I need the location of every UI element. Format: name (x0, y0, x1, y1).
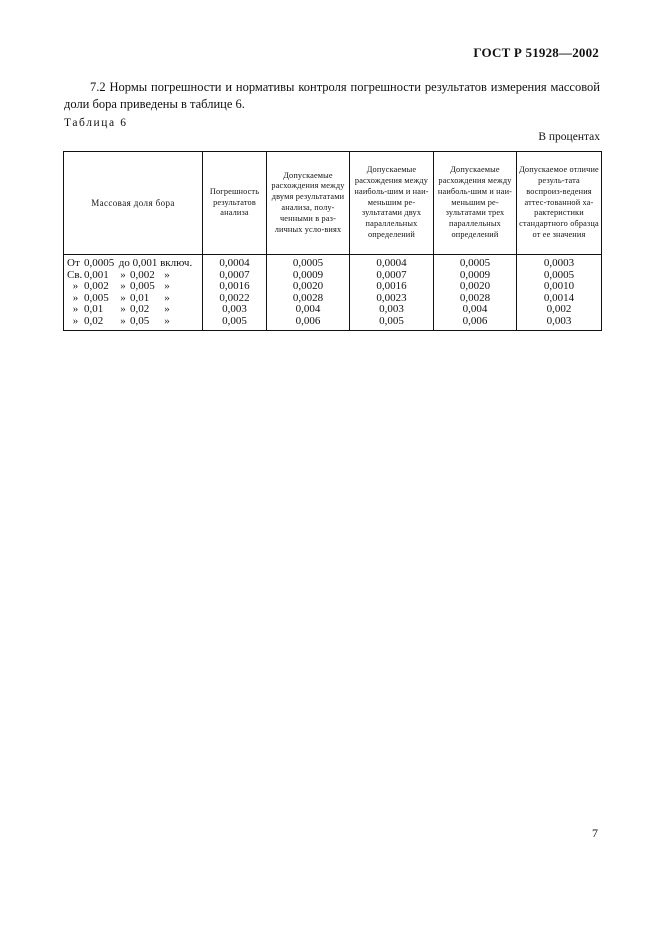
value-cell: 0,004 (434, 304, 517, 316)
value-cell: 0,0014 (517, 293, 602, 305)
table-row (64, 316, 602, 330)
value-cell: 0,004 (267, 304, 350, 316)
value-cell: 0,0007 (203, 270, 267, 282)
page-number: 7 (592, 826, 598, 840)
range-cell: Св. 0,001 » 0,002 » (64, 270, 203, 282)
header-reference-sample-deviation: Допускаемое отличие резуль-тата воспроиз-ведения аттес-тованной ха-рактеристики стандартного образца от ее значения (517, 152, 602, 255)
range-cell: От 0,0005 до 0,001 включ. (64, 255, 203, 270)
value-cell: 0,0005 (517, 270, 602, 282)
value-cell: 0,002 (517, 304, 602, 316)
range-cell: » 0,01 » 0,02 » (64, 304, 203, 316)
value-cell: 0,0016 (350, 281, 434, 293)
value-cell: 0,0007 (350, 270, 434, 282)
value-cell: 0,0016 (203, 281, 267, 293)
header-two-results-different-conditions: Допускаемые расхождения между двумя результатами анализа, полу-ченными в раз-личных усло-виях (267, 152, 350, 255)
range-cell: » 0,005 » 0,01 » (64, 293, 203, 305)
range-cell: » 0,02 » 0,05 » (64, 316, 203, 330)
value-cell: 0,0004 (203, 255, 267, 270)
value-cell: 0,003 (350, 304, 434, 316)
value-cell: 0,0004 (350, 255, 434, 270)
value-cell: 0,006 (434, 316, 517, 330)
value-cell: 0,0003 (517, 255, 602, 270)
value-cell: 0,0028 (434, 293, 517, 305)
value-cell: 0,0023 (350, 293, 434, 305)
value-cell: 0,0020 (434, 281, 517, 293)
value-cell: 0,005 (203, 316, 267, 330)
header-two-parallel-determinations: Допускаемые расхождения между наиболь-шим и наи-меньшим ре-зультатами двух параллельных определений (350, 152, 434, 255)
header-three-parallel-determinations: Допускаемые расхождения между наиболь-шим и наи-меньшим ре-зультатами трех параллельных определений (434, 152, 517, 255)
value-cell: 0,0022 (203, 293, 267, 305)
table-units: В процентах (538, 131, 600, 143)
document-code: ГОСТ Р 51928—2002 (473, 45, 599, 60)
value-cell: 0,0028 (267, 293, 350, 305)
value-cell: 0,003 (203, 304, 267, 316)
value-cell: 0,006 (267, 316, 350, 330)
boron-tolerance-table (63, 151, 602, 331)
header-boron-fraction: Массовая доля бора (64, 152, 203, 255)
table-caption: Таблица 6 (64, 117, 128, 129)
value-cell: 0,0005 (267, 255, 350, 270)
value-cell: 0,005 (350, 316, 434, 330)
value-cell: 0,0020 (267, 281, 350, 293)
header-analysis-error: Погрешность результатов анализа (203, 152, 267, 255)
value-cell: 0,0009 (267, 270, 350, 282)
value-cell: 0,0010 (517, 281, 602, 293)
value-cell: 0,0009 (434, 270, 517, 282)
value-cell: 0,003 (517, 316, 602, 330)
intro-paragraph: 7.2 Нормы погрешности и нормативы контроля погрешности результатов измерения массовой доли бора приведены в таблице 6. (64, 80, 600, 111)
range-cell: » 0,002 » 0,005 » (64, 281, 203, 293)
table-header-row (64, 152, 602, 255)
table-row (64, 255, 602, 270)
value-cell: 0,0005 (434, 255, 517, 270)
